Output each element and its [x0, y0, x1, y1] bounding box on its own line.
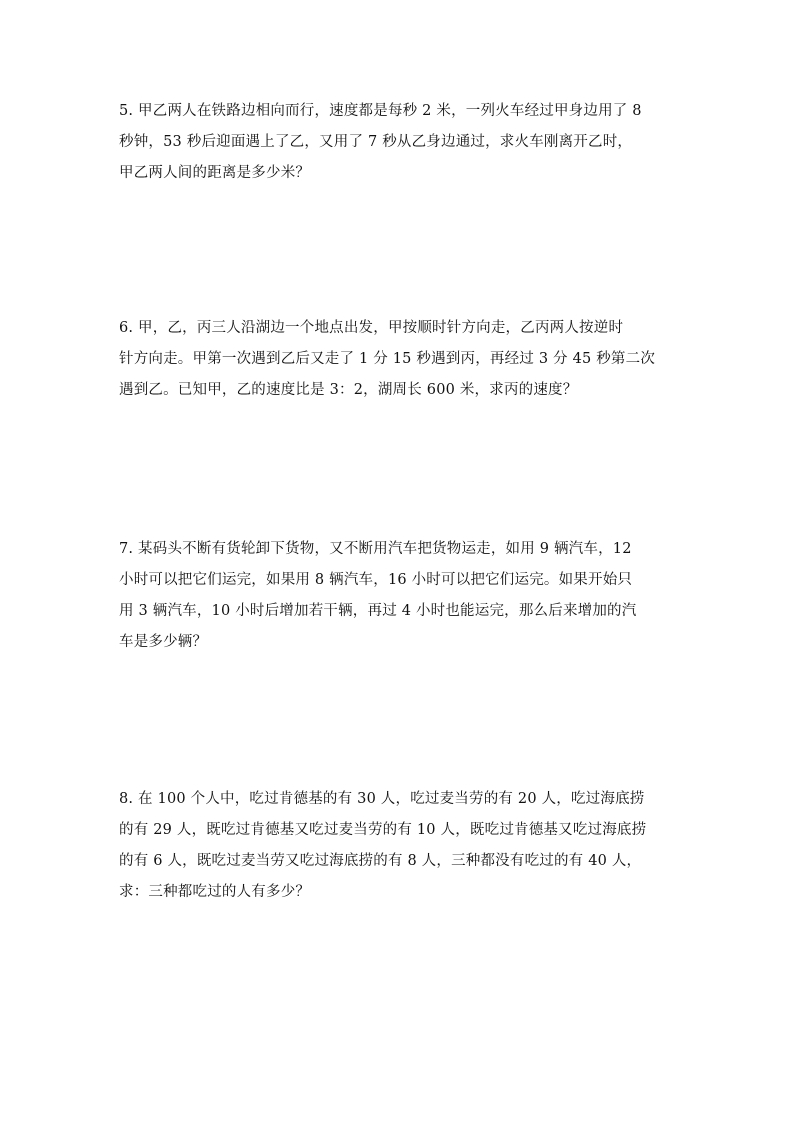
problem-5-line-3: 甲乙两人间的距离是多少米？	[119, 165, 311, 181]
problem-8-line-1: 8. 在 100 个人中，吃过肯德基的有 30 人，吃过麦当劳的有 20 人，吃过海底捞	[119, 791, 645, 807]
problem-6-line-2: 针方向走。甲第一次遇到乙后又走了 1 分 15 秒遇到丙，再经过 3 分 45 秒第二次	[119, 351, 656, 367]
problem-5-line-1: 5. 甲乙两人在铁路边相向而行，速度都是每秒 2 米，一列火车经过甲身边用了 8	[119, 103, 642, 119]
problem-8	[119, 784, 679, 908]
problem-6	[119, 313, 679, 406]
problem-6-line-1: 6. 甲，乙，丙三人沿湖边一个地点出发，甲按顺时针方向走，乙丙两人按逆时	[119, 320, 624, 336]
problem-5-line-2: 秒钟，53 秒后迎面遇上了乙，又用了 7 秒从乙身边通过，求火车刚离开乙时，	[119, 134, 633, 150]
problem-7-line-2: 小时可以把它们运完，如果用 8 辆汽车，16 小时可以把它们运完。如果开始只	[119, 572, 633, 588]
problem-7-line-1: 7. 某码头不断有货轮卸下货物，又不断用汽车把货物运走，如用 9 辆汽车，12	[119, 541, 632, 557]
problem-7-line-4: 车是多少辆？	[119, 634, 208, 650]
problem-6-line-3: 遇到乙。已知甲，乙的速度比是 3：2，湖周长 600 米，求丙的速度？	[119, 382, 578, 398]
problem-8-line-4: 求：三种都吃过的人有多少？	[119, 884, 311, 900]
problem-5	[119, 96, 679, 189]
problem-7	[119, 534, 679, 658]
problem-8-line-2: 的有 29 人，既吃过肯德基又吃过麦当劳的有 10 人，既吃过肯德基又吃过海底捞	[119, 822, 647, 838]
problem-8-line-3: 的有 6 人，既吃过麦当劳又吃过海底捞的有 8 人，三种都没有吃过的有 40 人，	[119, 853, 642, 869]
problem-7-line-3: 用 3 辆汽车，10 小时后增加若干辆，再过 4 小时也能运完，那么后来增加的汽	[119, 603, 637, 619]
